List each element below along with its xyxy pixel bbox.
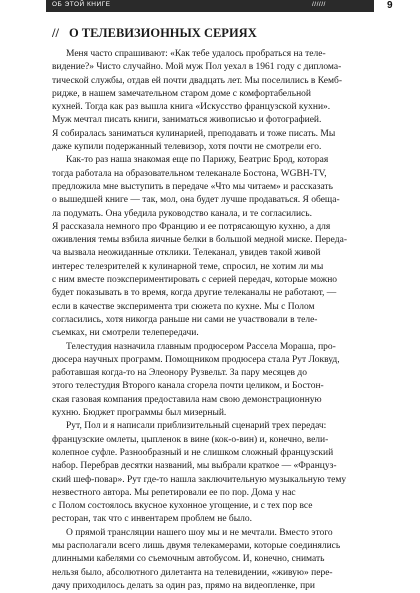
section-title: О ТЕЛЕВИЗИОННЫХ СЕРИЯХ — [68, 26, 257, 40]
paragraph-line: Меня часто спрашивают: «Как тебе удалось пробраться на теле- — [66, 49, 326, 59]
paragraph-line: согласились, хотя никогда раньше ни сами не участвовали в теле- — [52, 314, 318, 325]
page-number: 9 — [387, 0, 393, 11]
paragraph-line: съемках, ни смотрели телепередачи. — [52, 328, 199, 339]
running-head: ОБ ЭТОЙ КНИГЕ — [52, 1, 111, 8]
section-marker: // — [52, 26, 59, 40]
paragraph-line: будет показывать в то время, когда другие телеканалы не работают, — — [52, 288, 337, 299]
paragraph-line: нельзя было, абсолютного дилетанта на телевидении, «живую» пере- — [52, 567, 333, 578]
paragraph-line: даже купили подержанный телевизор, хотя почти не смотрели его. — [52, 142, 322, 153]
paragraph-line: ский шеф-повар». Рут где-то нашла заключительную музыкальную тему — [52, 474, 347, 485]
header-ornament: ////// — [312, 1, 326, 8]
section-heading — [52, 26, 257, 41]
paragraph-line: незвестного автора. Мы репетировали ее по пор. Дома у нас — [52, 487, 296, 498]
paragraph-line: этого телестудия Второго канала сгорела почти целиком, и Бостон- — [52, 381, 324, 392]
paragraph-line: Рут, Пол и я написали приблизительный сценарий трех передач: — [66, 421, 327, 432]
paragraph-line: видение?» Чисто случайно. Мой муж Пол уехал в 1961 году с диплома- — [52, 62, 342, 73]
paragraph-line: ская газовая компания предоставила нам свою демонстрационную — [52, 394, 322, 405]
paragraph-line: Я собиралась заниматься кулинарией, преподавать и тоже писать. Мы — [52, 128, 336, 139]
paragraph-line: ресторан, так что с инвентарем проблем не было. — [52, 514, 253, 525]
paragraph-line: Муж мечтал писать книги, заниматься живописью и фотографией. — [52, 115, 322, 126]
paragraph-line: колепное суфле. Разнообразный и не слишком сложный французский — [52, 447, 334, 458]
paragraph-line: кухню. Бюджет программы был мизерный. — [52, 408, 227, 419]
paragraph-line: ридже, в нашем замечательном старом доме с комфортабельной — [52, 88, 311, 99]
paragraph-line: если в качестве эксперимента три сюжета по кухне. Мы с Полом — [52, 301, 315, 312]
paragraph-line: тогда работала на образовательном телеканале Бостона, WGBH-TV, — [52, 168, 327, 179]
paragraph-line: мы располагали всего лишь двумя телекамерами, которые соединялись — [52, 540, 341, 551]
paragraph-line: Как-то раз наша знакомая еще по Парижу, Беатрис Брод, которая — [66, 155, 329, 166]
paragraph-line: длинными кабелями со съемочным автобусом. И, конечно, снимать — [52, 554, 325, 565]
paragraph-line: набор. Перебрав десятки названий, мы выбрали краткое — «Француз- — [52, 461, 337, 472]
paragraph-line: с ним вместе поэкспериментировать с серией передач, которые можно — [52, 275, 338, 286]
paragraph-line: кухней. Тогда как раз вышла книга «Искусство французской кухни». — [52, 102, 331, 113]
paragraph-line: предложила мне выступить в передаче «Что мы читаем» и рассказать — [52, 181, 333, 192]
paragraph-line: ла подумать. Она убедила руководство канала, и те согласились. — [52, 208, 312, 219]
paragraph-line: Я рассказала немного про Францию и ее потрясающую кухню, а для — [52, 221, 331, 232]
paragraph-line: французские омлеты, цыпленок в вине (кок-о-вин) и, конечно, вели- — [52, 434, 329, 445]
paragraph-line: о вышедшей книге — так, мол, она будет лучше продаваться. Я обеща- — [52, 195, 340, 206]
paragraph-line: ча вызвала неожиданные отклики. Телеканал, увидев такой живой — [52, 248, 321, 259]
paragraph-line: дюсера научных программ. Помощником продюсера стала Рут Локвуд, — [52, 354, 340, 365]
paragraph-line: тической службы, отдав ей почти двадцать лет. Мы поселились в Кемб- — [52, 75, 342, 86]
paragraph-line: дачу приходилось делать за один раз, прямо на видеопленке, при — [52, 580, 315, 591]
paragraph-line: О прямой трансляции нашего шоу мы и не мечтали. Вместо этого — [66, 527, 333, 538]
paragraph-line: интерес телезрителей к кулинарной теме, спросил, не хотим ли мы — [52, 261, 324, 272]
paragraph-line: с Полом состоялось вкусное кухонное угощение, и с тех пор все — [52, 501, 313, 512]
body-text — [52, 48, 374, 593]
paragraph-line: оживления темы взбила яичные белки в большой медной миске. Переда- — [52, 235, 347, 246]
paragraph-line: работавшая когда-то на Элеонору Рузвельт. За пару месяцев до — [52, 368, 307, 379]
paragraph-line: Телестудия назначила главным продюсером Рассела Морашa, про- — [66, 341, 336, 352]
